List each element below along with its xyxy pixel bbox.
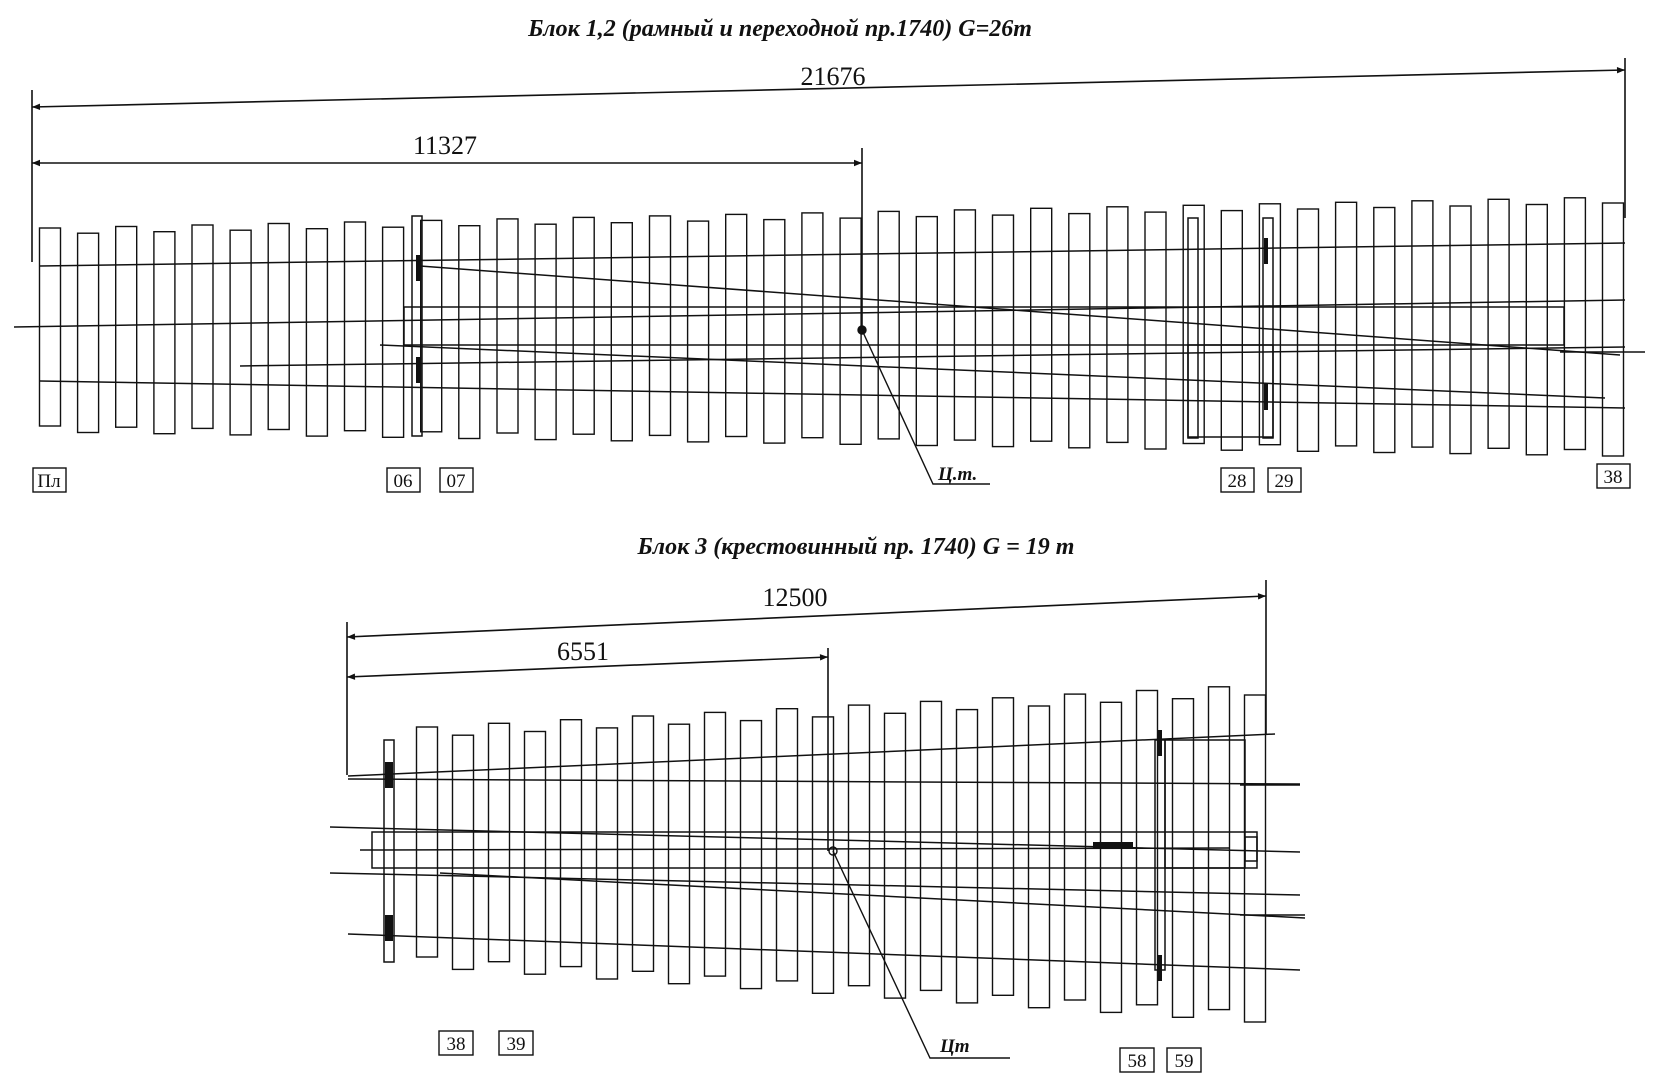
svg-text:58: 58 xyxy=(1127,1051,1147,1072)
sleeper xyxy=(1526,205,1547,455)
svg-text:Пл: Пл xyxy=(37,471,61,492)
sleeper-tag xyxy=(1120,1048,1154,1072)
sleeper xyxy=(1336,202,1357,446)
sleeper xyxy=(954,210,975,440)
svg-text:38: 38 xyxy=(446,1034,466,1055)
sleeper xyxy=(993,215,1014,447)
sleeper xyxy=(489,723,510,961)
sleeper xyxy=(561,720,582,967)
svg-text:38: 38 xyxy=(1603,467,1623,488)
sleeper xyxy=(633,716,654,971)
sleeper xyxy=(1245,695,1266,1022)
block-1-2-cg-distance: 11327 xyxy=(412,131,478,160)
block-1-2-sleepers xyxy=(40,198,1624,456)
block-1-2-tags xyxy=(33,464,1630,492)
block-3-title: Блок 3 (крестовинный пр. 1740) G = 19 т xyxy=(637,534,1075,560)
sleeper xyxy=(650,216,671,436)
sleeper xyxy=(421,220,442,431)
sleeper xyxy=(1107,207,1128,443)
sleeper xyxy=(957,710,978,1003)
block-1-2-rail-fasteners xyxy=(416,238,1268,410)
sleeper xyxy=(1603,203,1624,456)
sleeper xyxy=(993,698,1014,996)
sleeper xyxy=(705,712,726,976)
block-3-cg-label: Цт xyxy=(940,1036,970,1057)
sleeper xyxy=(1412,201,1433,447)
block-3-rails xyxy=(330,734,1305,970)
svg-text:29: 29 xyxy=(1274,471,1294,492)
sleeper xyxy=(535,224,556,439)
sleeper xyxy=(497,219,518,433)
svg-text:59: 59 xyxy=(1174,1051,1194,1072)
sleeper xyxy=(726,214,747,436)
svg-text:07: 07 xyxy=(446,471,466,492)
sleeper-tag xyxy=(1268,468,1301,492)
sleeper xyxy=(573,217,594,434)
sleeper-tag xyxy=(440,468,473,492)
block-3-rail-fasteners xyxy=(385,730,1162,981)
sleeper-tag xyxy=(1221,468,1254,492)
block-3-tags xyxy=(439,1031,1201,1072)
sleeper xyxy=(688,221,709,442)
sleeper xyxy=(268,224,289,430)
sleeper xyxy=(1069,214,1090,448)
svg-text:06: 06 xyxy=(393,471,413,492)
block-1-2-cg-label: Ц.т. xyxy=(938,464,978,485)
svg-text:28: 28 xyxy=(1227,471,1247,492)
sleeper xyxy=(459,226,480,439)
sleeper xyxy=(777,709,798,981)
block-3-sleepers xyxy=(417,687,1266,1022)
sleeper xyxy=(1173,699,1194,1018)
block-1-2 xyxy=(14,16,1645,492)
sleeper xyxy=(1298,209,1319,451)
sleeper xyxy=(921,701,942,990)
sleeper xyxy=(345,222,366,431)
sleeper xyxy=(1488,199,1509,448)
sleeper-tag xyxy=(1597,464,1630,488)
sleeper xyxy=(1031,208,1052,441)
block-3-crossing-plates xyxy=(372,740,1257,970)
block-1-2-rails xyxy=(14,243,1645,408)
sleeper xyxy=(1145,212,1166,449)
sleeper xyxy=(230,230,251,435)
sleeper-tag xyxy=(439,1031,473,1055)
sleeper xyxy=(1374,208,1395,453)
sleeper xyxy=(1221,211,1242,451)
sleeper xyxy=(611,223,632,441)
sleeper xyxy=(192,225,213,428)
sleeper xyxy=(802,213,823,438)
sleeper xyxy=(849,705,870,986)
sleeper xyxy=(597,728,618,979)
sleeper xyxy=(116,227,137,428)
block-1-2-cg-dimension xyxy=(32,148,862,330)
block-3 xyxy=(330,534,1305,1072)
sleeper xyxy=(916,217,937,446)
sleeper-tag xyxy=(1167,1048,1201,1072)
sleeper xyxy=(1101,702,1122,1012)
sleeper xyxy=(764,220,785,444)
sleeper xyxy=(154,232,175,434)
sleeper xyxy=(1450,206,1471,454)
sleeper-tag xyxy=(387,468,420,492)
sleeper xyxy=(306,229,327,436)
sleeper xyxy=(383,227,404,437)
sleeper-tag xyxy=(33,468,66,492)
sleeper xyxy=(669,724,690,984)
block-3-overall-length: 12500 xyxy=(762,583,828,612)
block-3-cg-distance: 6551 xyxy=(557,637,609,666)
block-1-2-overall-length: 21676 xyxy=(800,62,866,91)
sleeper xyxy=(78,233,99,432)
sleeper xyxy=(417,727,438,957)
sleeper xyxy=(1029,706,1050,1008)
sleeper xyxy=(1564,198,1585,450)
block-1-2-title: Блок 1,2 (рамный и переходной пр.1740) G=26т xyxy=(528,16,1032,42)
sleeper-tag xyxy=(499,1031,533,1055)
block-3-cg-dimension xyxy=(347,648,828,851)
svg-text:39: 39 xyxy=(506,1034,526,1055)
